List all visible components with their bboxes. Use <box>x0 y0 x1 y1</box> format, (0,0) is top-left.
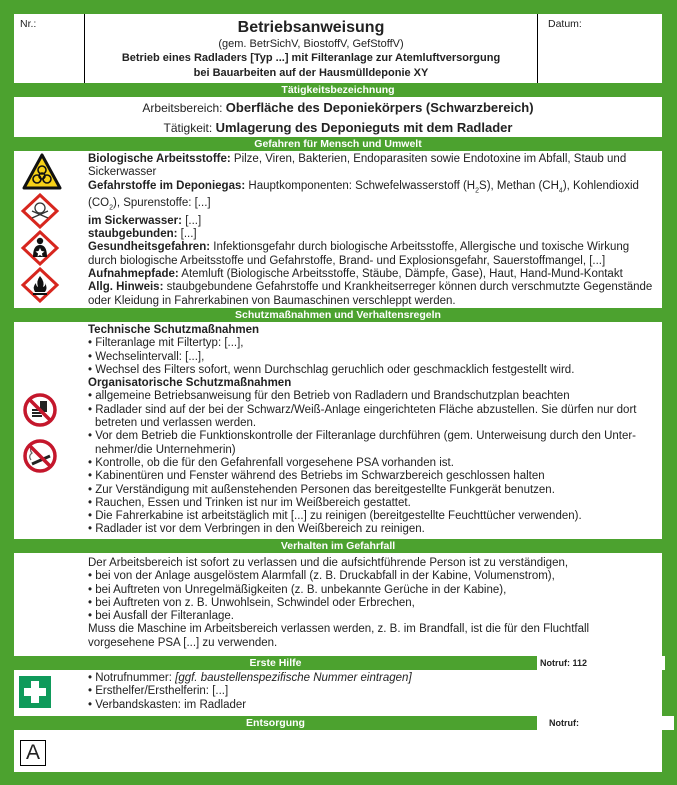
hazard-gas: Gefahrstoffe im Deponiegas: Hauptkomponenten: Schwefelwasserstoff $(H_2S)$, Methan $(CH_4)$, Kohlendioxid $(CO_2)$, Spurenstoffe: [...] <box>88 179 639 212</box>
section-band-first-aid: Erste Hilfe <box>14 656 537 670</box>
first-aid-text <box>88 672 656 712</box>
disposal-marker: A <box>20 740 46 766</box>
org-heading: Organisatorische Schutzmaßnahmen <box>88 377 292 390</box>
nr-label: Nr.: <box>20 18 37 30</box>
org-item: • Radlader sind auf der bei der Schwarz/Weiß-Anlage eingerichteten Fläche abzustellen. Sie dürfen nur dort betreten und verlassen werden. <box>88 403 637 430</box>
section-band-disposal: Entsorgung <box>14 716 537 730</box>
emergency-item: • bei Auftreten von Unregelmäßigkeiten (z. B. unbekannte Gerüche in der Kabine), <box>88 583 507 596</box>
section-band-hazards: Gefahren für Mensch und Umwelt <box>14 137 662 151</box>
protection-section <box>14 322 662 539</box>
disposal-notruf: Notruf: <box>537 716 674 730</box>
first-aid-section <box>14 670 662 716</box>
org-item: • Kabinentüren und Fenster während des Betriebs im Schwarzbereich geschlossen halten <box>88 470 545 483</box>
emergency-item: • bei Ausfall der Filteranlage. <box>88 610 234 623</box>
header-title-block <box>85 14 538 83</box>
first-aid-item: • Verbandskasten: im Radlader <box>88 698 247 711</box>
emergency-text <box>88 557 656 650</box>
emergency-item: • bei Auftreten von z. B. Unwohlsein, Schwindel oder Erbrechen, <box>88 596 415 609</box>
prohibition-icons <box>22 392 58 474</box>
emergency-item: • bei von der Anlage ausgelöstem Alarmfall (z. B. Druckabfall in der Kabine, Volumenstrom), <box>88 570 555 583</box>
hazard-seepage: im Sickerwasser: [...] <box>88 214 202 227</box>
first-aid-item: • Ersthelfer/Ersthelferin: [...] <box>88 685 229 698</box>
emergency-outro: Muss die Maschine im Arbeitsbereich verlassen werden, z. B. im Brandfall, ist die für den Fluchtfall vorgesehene PSA [...] zu verwenden. <box>88 623 590 649</box>
no-smoking-icon <box>22 438 58 474</box>
operating-instruction-sheet <box>14 14 662 772</box>
health-hazard-icon <box>20 230 60 266</box>
task-label: Tätigkeit: <box>163 121 213 135</box>
toxic-skull-icon <box>20 193 60 229</box>
org-item: • Radlader ist vor dem Verbringen in den Weißbereich zu reinigen. <box>88 523 425 536</box>
hazard-bio: Biologische Arbeitsstoffe: Pilze, Viren, Bakterien, Endoparasiten sowie Endotoxine im Abfall, Staub und Sickerwasser <box>88 153 627 179</box>
task-value: Umlagerung des Deponieguts mit dem Radlader <box>215 120 513 135</box>
hazards-text <box>88 153 656 308</box>
datum-label: Datum: <box>548 18 582 30</box>
technical-item: • Wechselintervall: [...], <box>88 350 205 363</box>
technical-heading: Technische Schutzmaßnahmen <box>88 324 260 336</box>
legal-basis: (gem. BetrSichV, BiostoffV, GefStoffV) <box>218 38 404 50</box>
technical-item: • Wechsel des Filters sofort, wenn Durchschlag geruchlich oder geschmacklich festgestellt wird. <box>88 363 575 376</box>
biohazard-icon <box>22 153 62 191</box>
section-band-protection: Schutzmaßnahmen und Verhaltensregeln <box>14 308 662 322</box>
section-band-emergency: Verhalten im Gefahrfall <box>14 539 662 553</box>
no-eating-drinking-icon <box>22 392 58 428</box>
org-item: • Vor dem Betrieb die Funktionskontrolle der Filteranlage durchführen (gem. Unterweisung durch den Unter-nehmer/die Unternehmerin) <box>88 430 637 456</box>
activity-section <box>14 97 662 138</box>
org-item: • Rauchen, Essen und Trinken ist nur im Weißbereich gestattet. <box>88 496 411 509</box>
description-line-2: bei Bauarbeiten auf der Hausmülldeponie XY <box>193 67 429 79</box>
hazards-section <box>14 151 662 308</box>
protection-text <box>88 324 656 537</box>
date-field[interactable] <box>538 14 662 83</box>
technical-item: • Filteranlage mit Filtertyp: [...], <box>88 337 244 350</box>
org-item: • allgemeine Betriebsanweisung für den Betrieb von Radladern und Brandschutzplan beachten <box>88 390 570 403</box>
first-aid-cross-icon <box>19 676 51 708</box>
org-item: • Zur Verständigung mit außenstehenden Personen das bereitgestellte Funkgerät benutzen. <box>88 483 555 496</box>
area-value: Oberfläche des Deponiekörpers (Schwarzbereich) <box>225 100 534 115</box>
section-band-activity: Tätigkeitsbezeichnung <box>14 83 662 97</box>
first-aid-notruf: Notruf: 112 <box>537 656 665 670</box>
page-title: Betriebsanweisung <box>237 19 385 36</box>
number-field[interactable] <box>14 14 85 83</box>
description-line-1: Betrieb eines Radladers [Typ ...] mit Filteranlage zur Atemluftversorgung <box>121 52 501 64</box>
hazard-health: Gesundheitsgefahren: Infektionsgefahr durch biologische Arbeitsstoffe, Allergische und toxische Wirkung durch biologische Arbeitsstoffe und Gefahrstoffe, Brand- und Explosionsgefahr, Sauerstoffmangel, [...] <box>88 241 630 267</box>
emergency-section <box>14 553 662 656</box>
emergency-intro: Der Arbeitsbereich ist sofort zu verlassen und die aufsichtführende Person ist zu verständigen, <box>88 557 569 569</box>
org-item: • Die Fahrerkabine ist arbeitstäglich mit [...] zu reinigen (bereitgestellte Feuchttücher verwenden). <box>88 510 582 523</box>
header <box>14 14 662 83</box>
first-aid-item: • Notrufnummer: [ggf. baustellenspezifische Nummer eintragen] <box>88 672 412 684</box>
area-label: Arbeitsbereich: <box>142 101 223 115</box>
hazard-icons <box>20 153 62 303</box>
flammable-icon <box>20 267 60 303</box>
hazard-note: Allg. Hinweis: staubgebundene Gefahrstoffe und Krankheitserreger können durch verschmutzte Gegenstände oder Kleidung in Fahrerkabinen von Baumaschinen verschleppt werden. <box>88 281 653 307</box>
hazard-paths: Aufnahmepfade: Atemluft (Biologische Arbeitsstoffe, Stäube, Dämpfe, Gase), Haut, Hand-Mund-Kontakt <box>88 267 623 280</box>
disposal-section <box>14 730 662 772</box>
org-item: • Kontrolle, ob die für den Gefahrenfall vorgesehene PSA vorhanden ist. <box>88 456 454 469</box>
hazard-dust: staubgebunden: [...] <box>88 228 197 241</box>
